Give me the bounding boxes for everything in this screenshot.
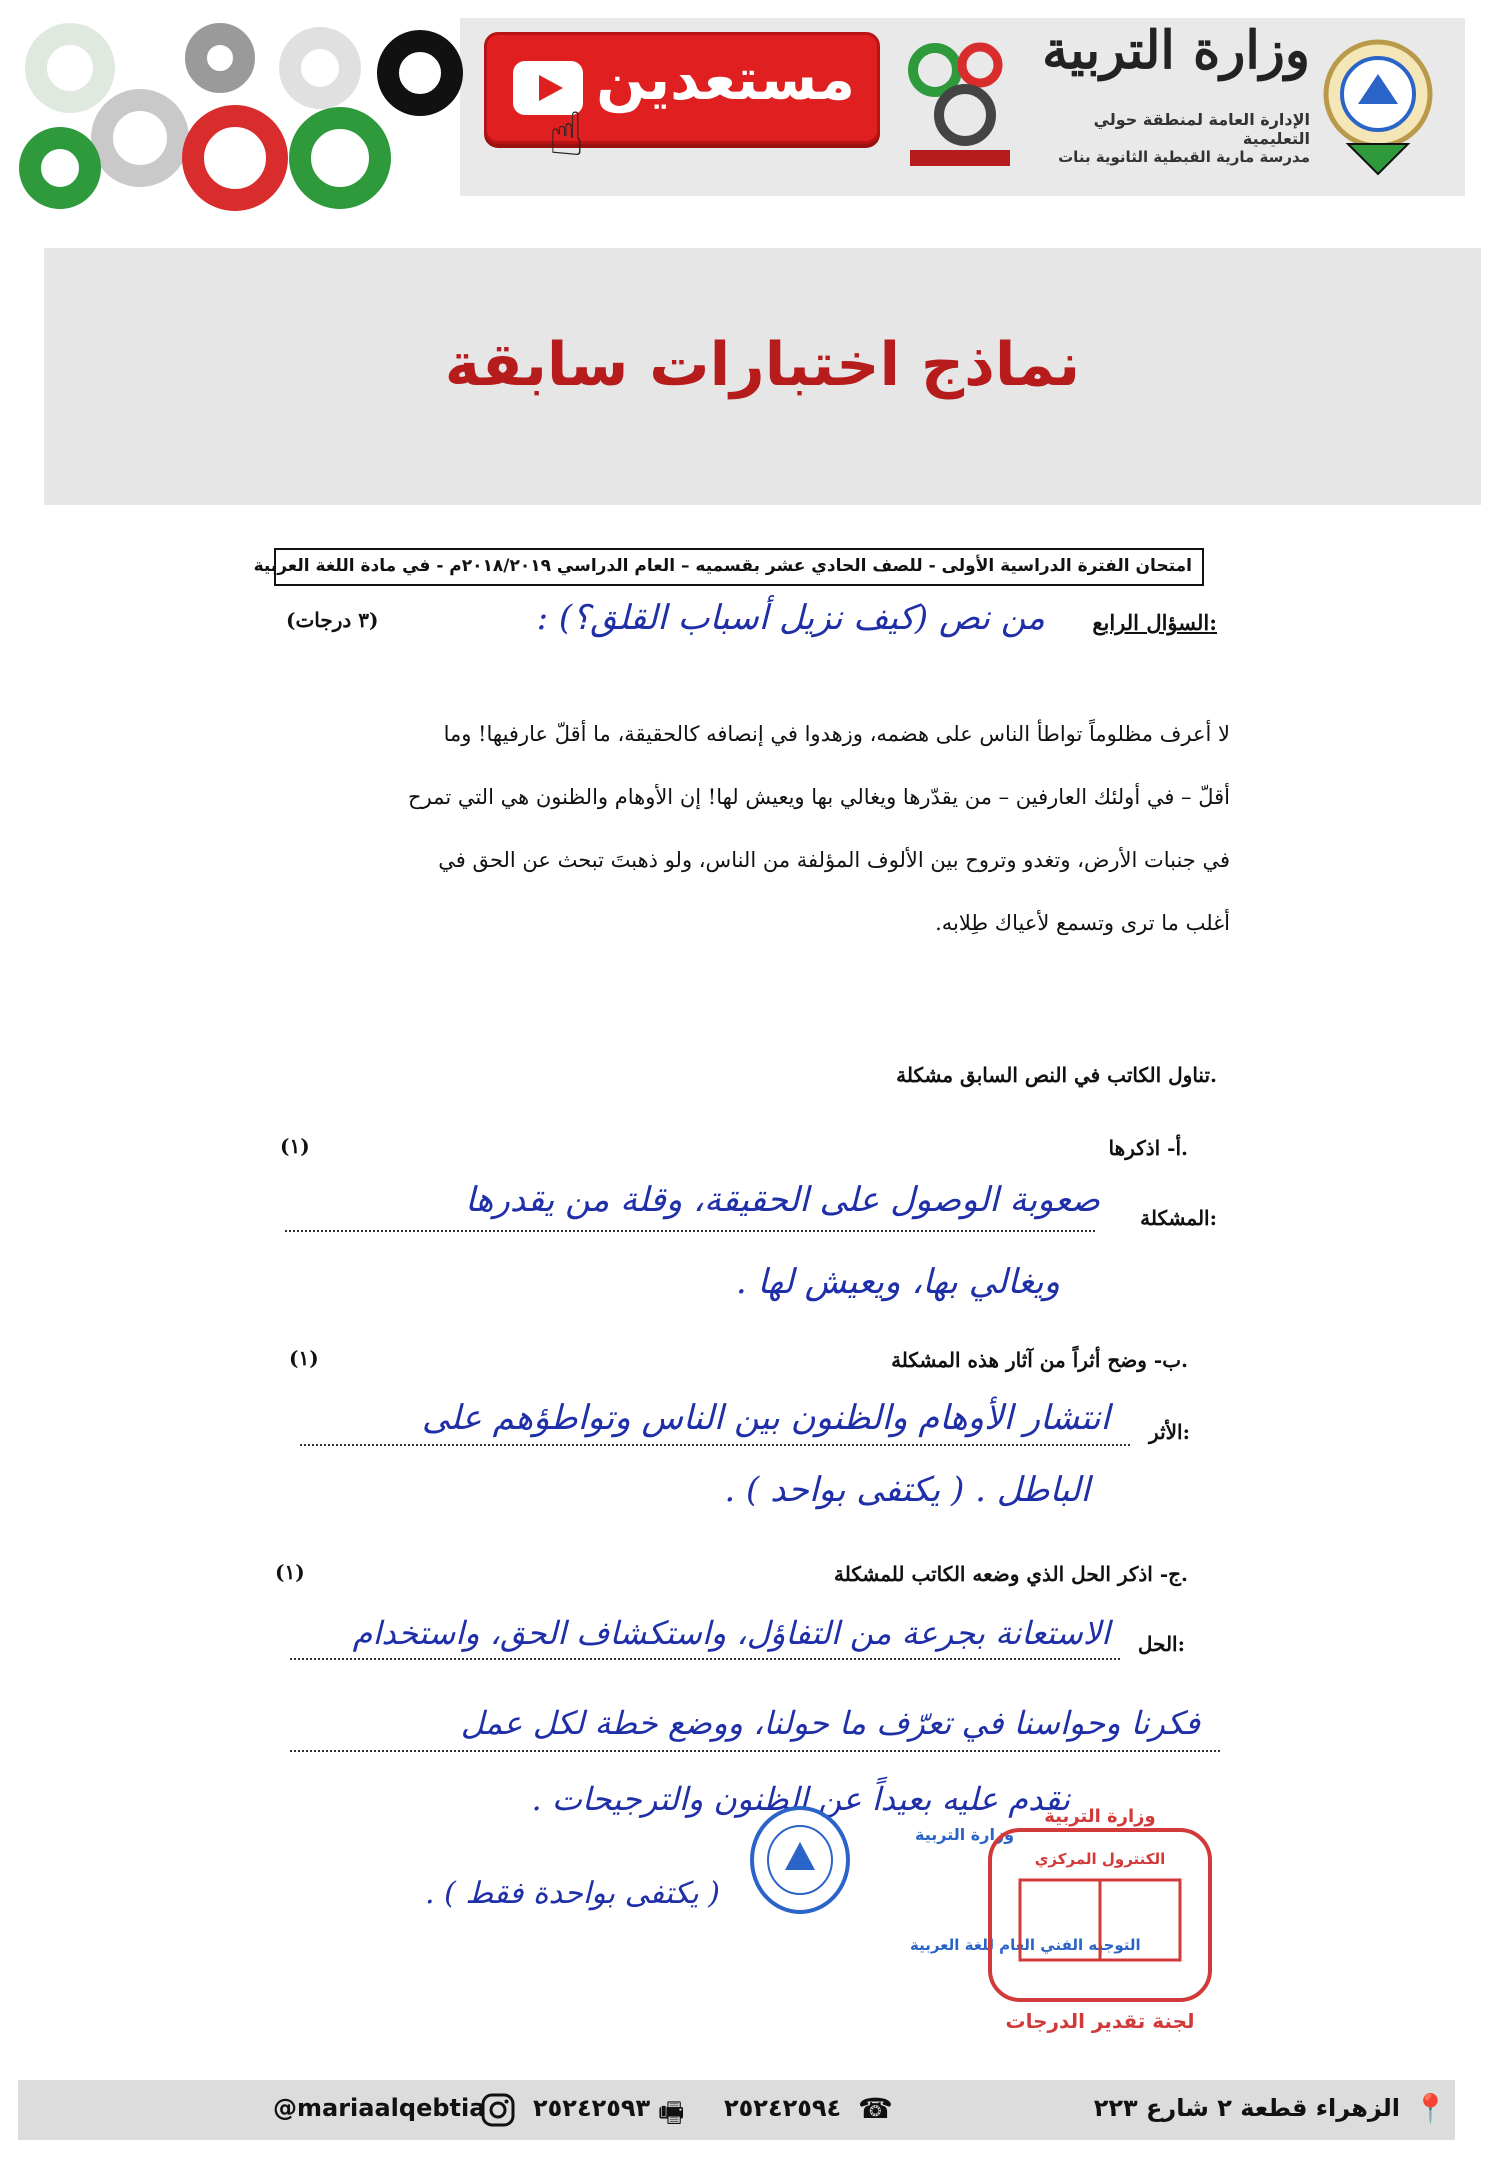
gears-decoration [20, 18, 460, 196]
part-c-marks: (١) [275, 1560, 305, 1584]
exam-header-box [253, 548, 1204, 586]
kuwait-emblem [1318, 24, 1438, 184]
fax-icon: 🖷 [658, 2096, 685, 2129]
title-band [44, 248, 1481, 505]
part-a-answer-line: ويغالي بها، ويعيش لها . [735, 1262, 1060, 1302]
page-title: نماذج اختبارات سابقة [444, 330, 1081, 400]
stamp-title-text: وزارة التربية [1044, 1806, 1156, 1827]
footer [18, 2080, 1455, 2140]
question-marks: (٣ درجات) [286, 608, 379, 632]
part-b-answer-line: الباطل . ( يكتفى بواحد ) . [724, 1470, 1090, 1510]
youtube-button[interactable] [484, 32, 880, 144]
stamp-caption-text: لجنة تقدير الدرجات [1005, 2009, 1195, 2033]
intro-text: تناول الكاتب في النص السابق مشكلة. [896, 1063, 1217, 1087]
part-c-field-label: الحل: [1137, 1632, 1185, 1656]
footer-instagram[interactable]: @mariaalqebtia [273, 2094, 486, 2122]
part-c-answer-line: نقدم عليه بعيداً عن الظنون والترجيحات . [531, 1780, 1070, 1818]
school-name: مدرسة مارية القبطية الثانوية بنات [1058, 148, 1310, 166]
school-logo [895, 30, 1025, 180]
control-stamp [980, 1800, 1220, 2040]
part-b-prompt: ب- وضح أثراً من آثار هذه المشكلة. [891, 1348, 1188, 1372]
passage-line: أقلّ – في أولئك العارفين – من يقدّرها ويغالي بها ويعيش لها! إن الأوهام والظنون هي التي تمرح [408, 785, 1230, 809]
stamp-subtitle-text: الكنترول المركزي [1034, 1850, 1166, 1868]
part-a-answer-line: صعوبة الوصول على الحقيقة، وقلة من يقدرها [465, 1180, 1100, 1220]
answer-line [290, 1658, 1120, 1660]
passage-line: أغلب ما ترى وتسمع لأعياك طِلابه. [935, 911, 1230, 935]
location-pin-icon: 📍 [1413, 2092, 1448, 2125]
passage [270, 703, 1230, 955]
stamp-ministry-text: وزارة التربية [915, 1825, 1015, 1844]
part-a-marks: (١) [280, 1134, 310, 1158]
question-label: السؤال الرابع: [1092, 610, 1217, 635]
footer-phone: ٢٥٢٤٢٥٩٤ [724, 2094, 842, 2122]
phone-icon: ☎ [858, 2092, 893, 2125]
part-c-answer-line: فكرنا وحواسنا في تعرّف ما حولنا، ووضع خطة لكل عمل [460, 1704, 1200, 1742]
part-b-answer-line: انتشار الأوهام والظنون بين الناس وتواطؤهم على [421, 1398, 1110, 1438]
ministry-title: وزارة التربية [1042, 20, 1310, 81]
footer-fax: ٢٥٢٤٢٥٩٣ [533, 2094, 651, 2122]
part-a-field-label: المشكلة: [1140, 1206, 1217, 1230]
footer-address: الزهراء قطعة ٢ شارع ٢٢٣ [1093, 2094, 1400, 2122]
answer-line [290, 1750, 1220, 1752]
pointer-hand-icon: ☝ [548, 100, 585, 170]
part-c-prompt: ج- اذكر الحل الذي وضعه الكاتب للمشكلة. [834, 1562, 1188, 1586]
part-c-answer-line: ( يكتفى بواحدة فقط ) . [425, 1876, 720, 1911]
part-a-prompt: أ- اذكرها. [1108, 1136, 1188, 1160]
part-b-field-label: الأثر: [1149, 1420, 1190, 1444]
stamp-caption-text: التوجيه الفني العام للغة العربية [910, 1936, 1141, 1954]
answer-line [300, 1444, 1130, 1446]
passage-line: في جنبات الأرض، وتغدو وتروح بين الألوف المؤلفة من الناس، ولو ذهبتَ تبحث عن الحق في [438, 848, 1230, 872]
gear-icon [30, 34, 452, 200]
passage-line: لا أعرف مظلوماً تواطأ الناس على هضمه، وزهدوا في إنصافه كالحقيقة، ما أقلّ عارفيها! وما [443, 722, 1230, 746]
answer-line [285, 1230, 1095, 1232]
youtube-button-label: مستعدين [596, 45, 855, 113]
part-c-answer-line: الاستعانة بجرعة من التفاؤل، واستكشاف الحق، واستخدام [352, 1614, 1110, 1652]
question-handwritten: من نص (كيف نزيل أسباب القلق؟) : [536, 598, 1045, 638]
ministry-subtitle: الإدارة العامة لمنطقة حولي التعليمية [1093, 110, 1310, 148]
part-b-marks: (١) [289, 1346, 319, 1370]
exam-header-text: امتحان الفترة الدراسية الأولى - للصف الحادي عشر بقسميه – العام الدراسي ٢٠١٨/٢٠١٩م - في مادة اللغة العربية [253, 556, 1192, 576]
